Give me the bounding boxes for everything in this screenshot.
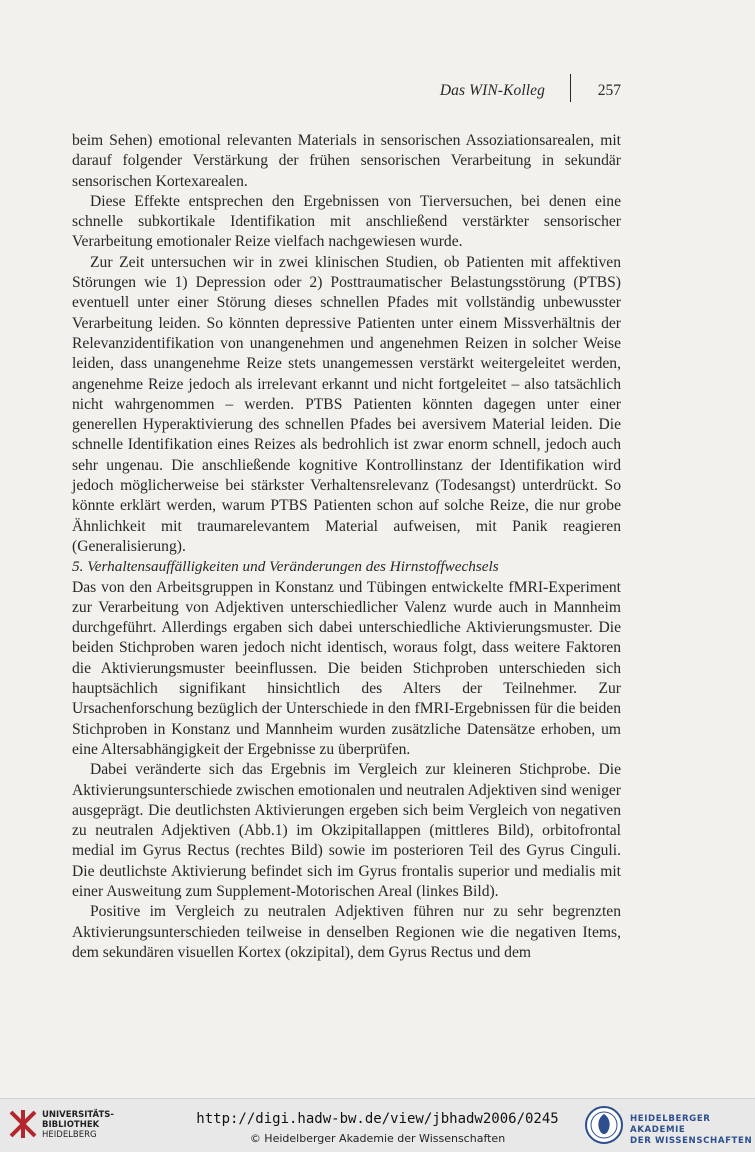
permalink-url[interactable]: http://digi.hadw-bw.de/view/jbhadw2006/0245 (196, 1111, 559, 1127)
paragraph: Dabei veränderte sich das Ergebnis im Vergleich zur kleineren Stichprobe. Die Aktivierungsunterschiede zwischen emotionalen und neutralen Adjektiven sind weniger ausgeprägt. Die deutlichsten Aktivierungen ergeben sich beim Vergleich von negativen zu neutralen Adjektiven (Abb.1) im Okzipitallappen (mittleres Bild), orbitofrontal medial im Gyrus Rectus (rechtes Bild) sowie im posterioren Teil des Gyrus Cinguli. Die deutlichste Aktivierung befindet sich im Gyrus frontalis superior und medialis mit einer Ausweitung zum Supplement-Motorischen Areal (linkes Bild). (72, 761, 621, 900)
academy-name (630, 1114, 755, 1147)
library-name-line: BIBLIOTHEK (42, 1120, 100, 1130)
paragraph: beim Sehen) emotional relevanten Materials in sensorischen Assoziationsarealen, mit darauf folgender Verstärkung der frühen sensorischen Verarbeitung in sekundär sensorischen Kortexarealen. (72, 132, 621, 190)
academy-seal-icon (584, 1105, 624, 1145)
academy-name-line: DER WISSENSCHAFTEN (630, 1136, 753, 1146)
paragraph: Positive im Vergleich zu neutralen Adjektiven führen nur zu sehr begrenzten Aktivierungsunterschieden teilweise in denselben Regionen wie die negativen Items, dem sekundären visuellen Kortex (okzipital), dem Gyrus Rectus und dem (72, 903, 621, 961)
library-name-line: HEIDELBERG (42, 1130, 97, 1140)
running-head-divider (570, 74, 571, 102)
page-number: 257 (597, 82, 621, 99)
section-heading: 5. Verhaltensauffälligkeiten und Veränderungen des Hirnstoffwechsels (72, 558, 499, 576)
running-head-title: Das WIN-Kolleg (439, 82, 545, 99)
academy-name-line: HEIDELBERGER AKADEMIE (630, 1114, 711, 1135)
paragraph: Diese Effekte entsprechen den Ergebnissen von Tierversuchen, bei denen eine schnelle subkortikale Identifikation mit anschließend verstärkter sensorischer Verarbeitung emotionaler Reize vielfach nachgewiesen wurde. (72, 192, 621, 251)
viewer-footer (0, 1098, 755, 1152)
paragraph: Das von den Arbeitsgruppen in Konstanz und Tübingen entwickelte fMRI-Experiment zur Verarbeitung von Adjektiven unterschiedlicher Valenz wurde auch in Mannheim durchgeführt. Allerdings ergaben sich dabei unterschiedliche Aktivierungsmuster. Die beiden Stichproben waren jedoch nicht identisch, woraus folgt, dass weitere Faktoren die Aktivierungsmuster beeinflussen. Die beiden Stichproben unterschieden sich hauptsächlich signifikant hinsichtlich des Alters der Teilnehmer. Zur Ursachenforschung bezüglich der Unterschiede in den fMRI-Ergebnissen für die beiden Stichproben in Konstanz und Mannheim wurden zusätzliche Datensätze erhoben, um eine Altersabhängigkeit der Ergebnisse zu überprüfen. (72, 578, 621, 758)
copyright-notice: © Heidelberger Akademie der Wissenschaften (249, 1132, 506, 1145)
body-text (72, 131, 621, 963)
running-head (70, 82, 623, 104)
library-name-line: UNIVERSITÄTS- (42, 1110, 114, 1120)
paragraph: Zur Zeit untersuchen wir in zwei klinischen Studien, ob Patienten mit affektiven Störungen wie 1) Depression oder 2) Posttraumatischer Belastungsstörung (PTBS) eventuell unter einer Störung dieses schnellen Pfades mit vollständig unbewusster Verarbeitung leiden. So könnten depressive Patienten unter einem Missverhältnis der Relevanzidentifikation von unangenehmen und angenehmen Reizen in solcher Weise leiden, dass unangenehme Reize stets unangemessen verstärkt weitergeleitet werden, angenehme Reize jedoch als irrelevant erkannt und nicht fortgeleitet – also tatsächlich nicht wahrgenommen – werden. PTBS Patienten könnten dagegen unter einer generellen Hyperaktivierung des schnellen Pfades bei aversivem Material leiden. Die schnelle Identifikation eines Reizes als bedrohlich ist zwar enorm schnell, jedoch auch sehr ungenau. Die anschließende kognitive Kontrollinstanz der Identifikation wird jedoch möglicherweise bei stärkster Verhaltensrelevanz (Todesangst) unterdrückt. So könnte erklärt werden, warum PTBS Patienten schon auf solche Reize, die nur grobe Ähnlichkeit mit traumarelevantem Material aufweisen, mit Panik reagieren (Generalisierung). (72, 253, 621, 555)
